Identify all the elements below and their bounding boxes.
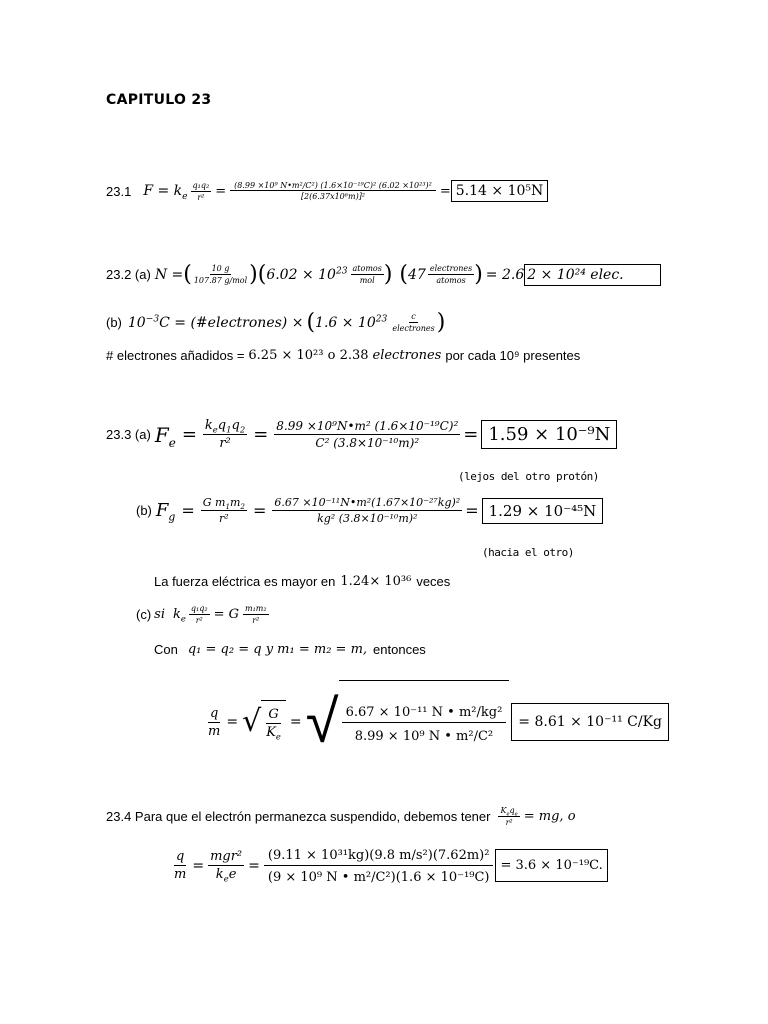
result-box: = 3.6 × 10⁻¹⁹C.	[495, 849, 607, 882]
root-denominator: 8.99 × 10⁹ N • m²/C²	[354, 729, 494, 744]
problem-23-3a: 23.3 (a) $F_e$ = $\frac{k_eq_1q_2}{\text{r²}}$ = $\frac{\text{8.99 ×10⁹N•m² (1.6×10⁻¹⁹C)²}}{\text{C² (3.8×10⁻¹⁰m)²}}$ = 1.59 × 10⁻⁹N	[106, 418, 617, 451]
note-far: (lejos del otro protón)	[458, 470, 599, 483]
result-box: 2 × 10²⁴ elec.	[524, 264, 660, 286]
problem-23-3c: (c) si $k_e$ $\frac{\text{q₁q₂}}{\text{r²}}$ = G $\frac{\text{m₁m₂}}{\text{r²}}$	[136, 604, 267, 625]
con-suffix: entonces	[373, 642, 426, 657]
con-label: Con	[154, 642, 178, 657]
compare-prefix: La fuerza eléctrica es mayor en	[154, 574, 336, 589]
note-toward: (hacia el otro)	[482, 546, 574, 559]
problem-23-4-text: 23.4 Para que el electrón permanezca suspendido, debemos tener $\frac{K_eq_e}{\text{r²}}$ = mg, o	[106, 806, 576, 827]
problem-23-3b: (b) $F_g$ = $\frac{G m_1m_2}{\text{r²}}$ = $\frac{\text{6.67 ×10⁻¹¹N•m²(1.67×10⁻²⁷kg)²}}{\text{kg² (3.8×10⁻¹⁰m)²}}$ = 1.29 × 10⁻⁴⁵N	[136, 496, 603, 525]
problem-23-2b: (b) $10^{-3}C$ = (#electrones) × ( $1.6 \times 10^{23}$ $\frac{c}{\text{electrones}}$ )	[106, 310, 446, 335]
root-numerator: 6.67 × 10⁻¹¹ N • m²/kg²	[342, 703, 507, 723]
problem-23-4-eq: $\frac{q}{m}$ = $\frac{\text{mgr²}}{k_ee}$ = $\frac{\text{(9.11 × 10³¹kg)(9.8 m/s²)(7.62m)²}}{\text{(9 × 10⁹ N • m²/C²)(1.6 × 10⁻¹⁹C)}}$ = 3.6 × 10⁻¹⁹C.	[172, 846, 608, 885]
added-value: 6.25 × 10²³ o 2.38	[248, 348, 369, 363]
comparison-line	[154, 574, 450, 589]
result-box: = 8.61 × 10⁻¹¹ C/Kg	[511, 703, 669, 741]
force-lhs-text: F = k	[143, 183, 183, 199]
con-line	[154, 642, 426, 657]
charge-mass-ratio: $\frac{q}{m}$ = √ $\frac{G}{K_e}$ = √ $\frac{\text{6.67 × 10⁻¹¹ N • m²/kg²}}{\text{8.99 × 10⁹ N • m²/C²}}$ = 8.61 × 10⁻¹¹ C/Kg	[206, 680, 669, 764]
fraction-denominator: C² (3.8×10⁻¹⁰m)²	[315, 436, 420, 450]
fraction-denominator: kg² (3.8×10⁻¹⁰m)²	[317, 512, 418, 525]
part-label: (b)	[136, 503, 152, 518]
added-italic: electrones	[372, 348, 442, 363]
q1q2-fraction: $\frac{\text{q₁q₂}}{\text{r²}}$	[192, 180, 210, 202]
problem-text: 23.4 Para que el electrón permanezca suspendido, debemos tener	[106, 809, 491, 824]
coulomb-numerator: (8.99 ×10⁹ N•m²/C²) (1.6×10⁻¹⁹C)² (6.02 ×10²³)²	[230, 181, 436, 191]
problem-label: 23.2 (a)	[106, 267, 151, 282]
compare-value: 1.24× 10³⁶	[340, 574, 412, 589]
added-prefix: # electrones añadidos =	[106, 348, 245, 363]
coulomb-denominator: [2(6.37x10⁶m)]²	[300, 192, 366, 201]
fraction-denominator: (9 × 10⁹ N • m²/C²)(1.6 × 10⁻¹⁹C)	[267, 870, 490, 885]
gravity-fraction	[272, 496, 462, 525]
ke-sub: e	[182, 191, 188, 202]
result-box: 1.29 × 10⁻⁴⁵N	[482, 498, 604, 524]
coulomb-fraction	[230, 181, 436, 201]
con-expression: q₁ = q₂ = q y m₁ = m₂ = m,	[187, 642, 368, 657]
problem-23-1: 23.1 $F = k_e$ $\frac{\text{q₁q₂}}{\text{r²}}$ = $\frac{\text{(8.99 ×10⁹ N•m²/C²) (1.6×10⁻¹⁹C)² (6.02 ×10²³)²}}{\text{[2(6.37x10⁶m)]²}}$ = 5.14 × 10⁵N	[106, 180, 548, 202]
sqrt-g-ke: √ $\frac{G}{K_e}$	[242, 700, 286, 744]
added-suffix: por cada 10⁹ presentes	[445, 348, 581, 363]
part-label: (b)	[106, 315, 122, 330]
compare-suffix: veces	[416, 574, 451, 589]
problem-text-suffix: = mg, o	[523, 809, 576, 824]
part-label: (c)	[136, 607, 152, 622]
fraction-numerator: 6.67 ×10⁻¹¹N•m²(1.67×10⁻²⁷kg)²	[274, 496, 461, 509]
fraction-numerator: (9.11 × 10³¹kg)(9.8 m/s²)(7.62m)²	[264, 846, 494, 866]
problem-23-2a: 23.2 (a) N = ( $\frac{10 g}{\text{107.87 g/mol}}$ )( $6.02 \times 10^{23}$ $\frac{\text{atomos}}{\text{mol}}$ ) ( 47 $\frac{\text{electrones}}{\text{atomos}}$ ) = 2.6 2 × 10²⁴ elec.	[106, 262, 661, 287]
result-box: 5.14 × 10⁵N	[451, 180, 548, 202]
problem-label: 23.1	[106, 183, 132, 199]
coulomb-fraction	[274, 419, 460, 450]
electrons-added-line	[106, 348, 580, 363]
condition: si	[154, 607, 166, 622]
force-lhs	[143, 183, 188, 202]
sqrt-numeric: √ $\frac{\text{6.67 × 10⁻¹¹ N • m²/kg²}}{\text{8.99 × 10⁹ N • m²/C²}}$	[306, 680, 510, 764]
page-title: CAPITULO 23	[106, 92, 212, 108]
problem-label: 23.3 (a)	[106, 427, 151, 442]
fraction-numerator: 8.99 ×10⁹N•m² (1.6×10⁻¹⁹C)²	[276, 419, 459, 433]
result-box: 1.59 × 10⁻⁹N	[481, 420, 617, 449]
